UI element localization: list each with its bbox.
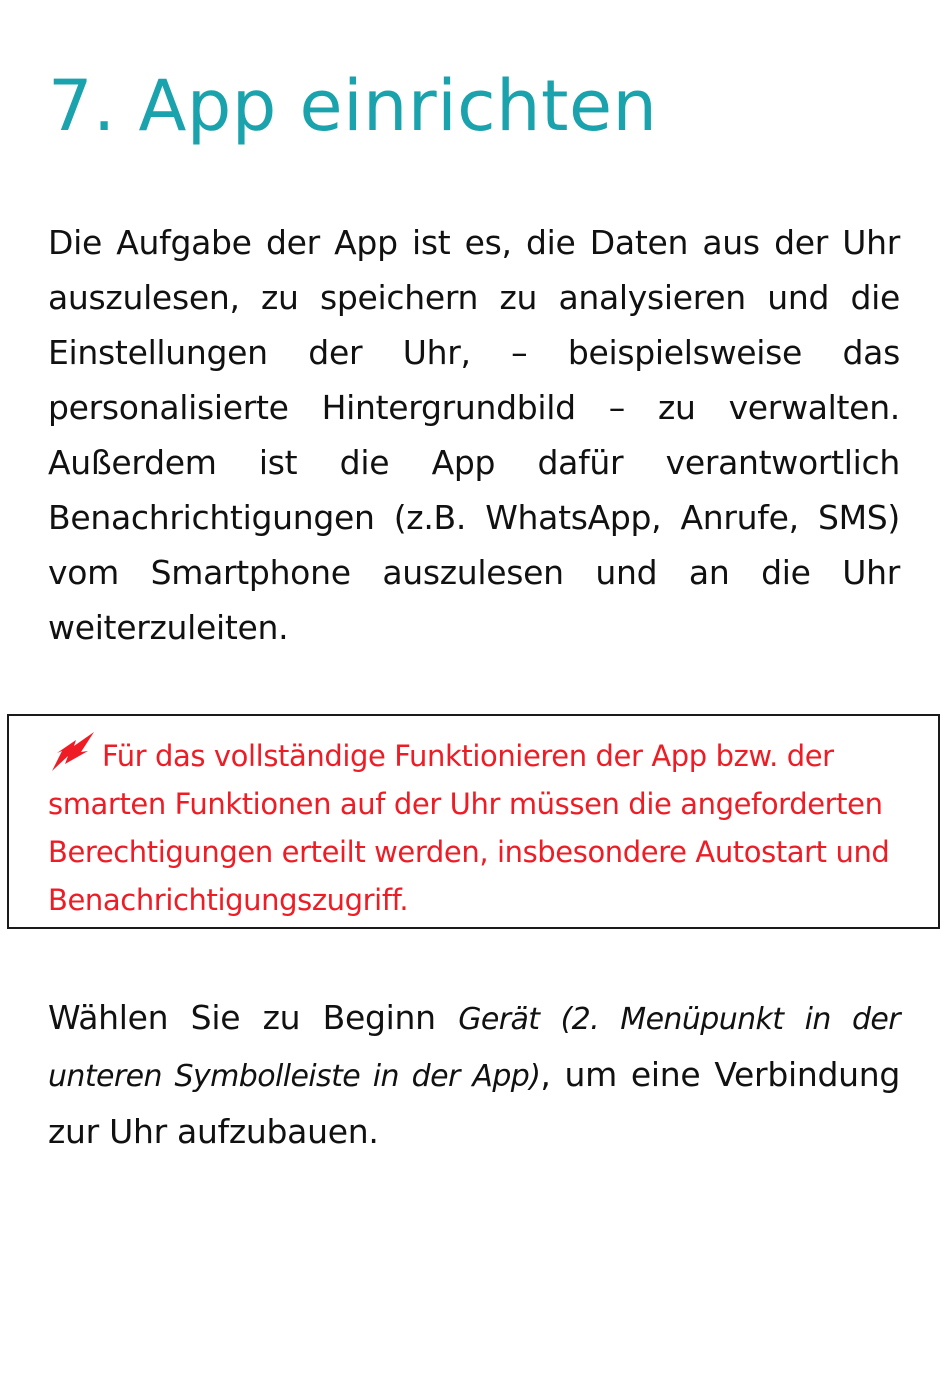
permission-notice <box>48 730 928 924</box>
lightning-bolt-icon <box>48 730 98 774</box>
permission-notice-text: Für das vollständige Funktionieren der App bzw. der smarten Funktionen auf der Uhr müssen die angeforderten Berechtigungen erteilt werden, insbesondere Autostart und Benachrichtigungszugriff. <box>48 739 890 917</box>
permission-notice-box <box>7 714 940 929</box>
instruction-lead: Wählen Sie zu Beginn <box>48 998 459 1037</box>
instruction-tail: , um eine Verbindung zur Uhr aufzubauen. <box>48 1055 900 1151</box>
instruction-paragraph <box>48 990 900 1159</box>
intro-paragraph: Die Aufgabe der App ist es, die Daten aus der Uhr auszulesen, zu speichern zu analysieren und die Einstellungen der Uhr, – beispielsweise das personalisierte Hintergrundbild – zu verwalten. Außerdem ist die App dafür verantwortlich Benachrichtigungen (z.B. WhatsApp, Anrufe, SMS) vom Smartphone auszulesen und an die Uhr weiterzuleiten. <box>48 223 900 647</box>
section-title: 7. App einrichten <box>48 65 658 147</box>
menu-reference: Gerät (2. Menüpunkt in der unteren Symbolleiste in der App) <box>48 1002 900 1094</box>
